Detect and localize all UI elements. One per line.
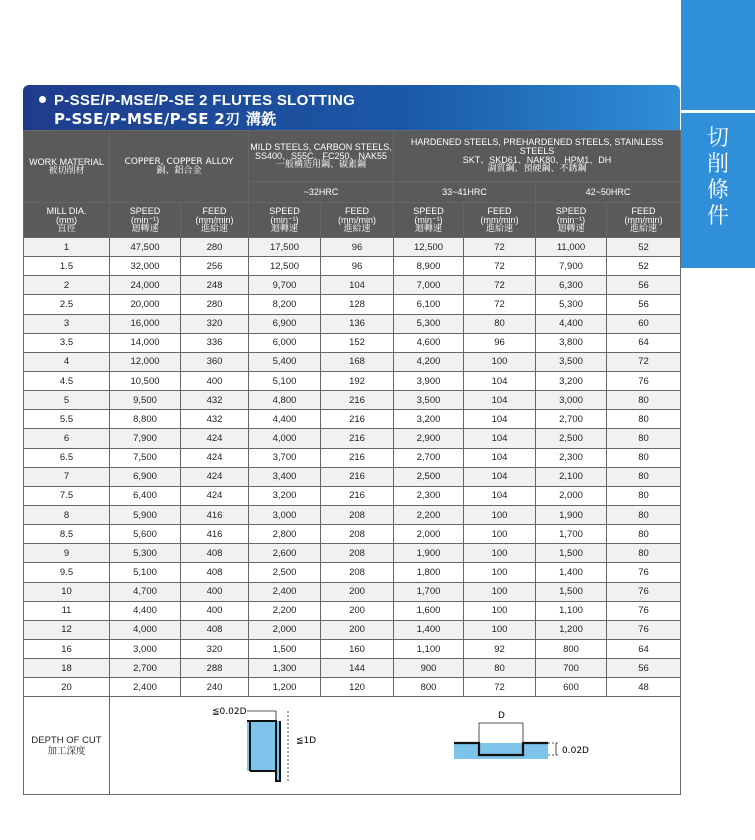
copper-feed-cell: 400 bbox=[181, 601, 249, 620]
mild-speed-cell: 1,300 bbox=[249, 659, 321, 678]
mill-dia-cell: 8 bbox=[24, 505, 110, 524]
hrc41-feed-cell: 96 bbox=[464, 333, 536, 352]
copper-feed-cell: 280 bbox=[181, 295, 249, 314]
copper-feed-cell: 360 bbox=[181, 352, 249, 371]
table-row bbox=[24, 295, 681, 314]
copper-speed-cell: 14,000 bbox=[110, 333, 181, 352]
mild-feed-cell: 208 bbox=[321, 505, 394, 524]
hrc50-feed-cell: 72 bbox=[607, 352, 681, 371]
table-row bbox=[24, 467, 681, 486]
hrc41-speed-cell: 3,200 bbox=[394, 410, 464, 429]
table-row bbox=[24, 333, 681, 352]
copper-speed-cell: 8,800 bbox=[110, 410, 181, 429]
hrc41-feed-cell: 100 bbox=[464, 563, 536, 582]
hrc50-speed-cell: 2,100 bbox=[536, 467, 607, 486]
feed-header: FEED (mm/min) 進給速 bbox=[607, 203, 681, 238]
table-row bbox=[24, 582, 681, 601]
mild-feed-cell: 96 bbox=[321, 257, 394, 276]
table-row bbox=[24, 238, 681, 257]
copper-header: COPPER, COPPER ALLOY銅、鋁合金 bbox=[110, 131, 249, 203]
hrc41-speed-cell: 800 bbox=[394, 678, 464, 697]
hrc41-feed-cell: 100 bbox=[464, 505, 536, 524]
hrc50-feed-cell: 76 bbox=[607, 582, 681, 601]
hrc41-speed-cell: 2,700 bbox=[394, 448, 464, 467]
speed-header: SPEED (min⁻¹) 迴轉速 bbox=[394, 203, 464, 238]
mild-speed-cell: 2,000 bbox=[249, 620, 321, 639]
copper-speed-cell: 5,600 bbox=[110, 525, 181, 544]
hrc50-speed-cell: 2,300 bbox=[536, 448, 607, 467]
copper-speed-cell: 6,400 bbox=[110, 486, 181, 505]
table-row bbox=[24, 352, 681, 371]
hrc50-feed-cell: 80 bbox=[607, 448, 681, 467]
depth-diagram bbox=[110, 697, 681, 795]
hrc50-speed-cell: 2,000 bbox=[536, 486, 607, 505]
hrc41-speed-cell: 7,000 bbox=[394, 276, 464, 295]
copper-feed-cell: 320 bbox=[181, 639, 249, 658]
side-tab-label: 切削條件 bbox=[706, 126, 729, 229]
mild-feed-cell: 216 bbox=[321, 448, 394, 467]
copper-speed-cell: 4,400 bbox=[110, 601, 181, 620]
mill-dia-cell: 16 bbox=[24, 639, 110, 658]
copper-speed-cell: 4,000 bbox=[110, 620, 181, 639]
mild-speed-cell: 4,000 bbox=[249, 429, 321, 448]
hrc41-feed-cell: 72 bbox=[464, 276, 536, 295]
copper-speed-cell: 32,000 bbox=[110, 257, 181, 276]
copper-feed-cell: 424 bbox=[181, 429, 249, 448]
hrc41-feed-cell: 72 bbox=[464, 678, 536, 697]
hrc41-speed-cell: 2,900 bbox=[394, 429, 464, 448]
mill-dia-cell: 10 bbox=[24, 582, 110, 601]
hrc41-speed-cell: 6,100 bbox=[394, 295, 464, 314]
mild-feed-cell: 136 bbox=[321, 314, 394, 333]
hrc41-feed-cell: 72 bbox=[464, 257, 536, 276]
slot-fill bbox=[479, 743, 523, 759]
mill-dia-cell: 7 bbox=[24, 467, 110, 486]
copper-speed-cell: 20,000 bbox=[110, 295, 181, 314]
copper-feed-cell: 240 bbox=[181, 678, 249, 697]
mill-dia-cell: 11 bbox=[24, 601, 110, 620]
mild-speed-cell: 6,000 bbox=[249, 333, 321, 352]
mild-feed-cell: 216 bbox=[321, 486, 394, 505]
hrc50-feed-cell: 76 bbox=[607, 371, 681, 390]
copper-speed-cell: 12,000 bbox=[110, 352, 181, 371]
speed-header: SPEED (min⁻¹) 迴轉速 bbox=[249, 203, 321, 238]
mild-speed-cell: 5,100 bbox=[249, 371, 321, 390]
hrc50-feed-cell: 80 bbox=[607, 429, 681, 448]
hrc50-feed-cell: 64 bbox=[607, 639, 681, 658]
mild-feed-cell: 96 bbox=[321, 238, 394, 257]
mild-speed-cell: 5,400 bbox=[249, 352, 321, 371]
table-row bbox=[24, 448, 681, 467]
table-row bbox=[24, 410, 681, 429]
mill-dia-cell: 2 bbox=[24, 276, 110, 295]
hrc41-speed-cell: 1,800 bbox=[394, 563, 464, 582]
hrc41-feed-cell: 100 bbox=[464, 620, 536, 639]
hrc41-feed-cell: 104 bbox=[464, 429, 536, 448]
mild-speed-cell: 12,500 bbox=[249, 257, 321, 276]
hrc50-feed-cell: 80 bbox=[607, 391, 681, 410]
copper-feed-cell: 416 bbox=[181, 525, 249, 544]
hrc50-feed-cell: 80 bbox=[607, 544, 681, 563]
hrc41-speed-cell: 3,900 bbox=[394, 371, 464, 390]
depth-note-text: ≦1D bbox=[296, 736, 317, 747]
mild-speed-cell: 1,500 bbox=[249, 639, 321, 658]
side-tab-divider bbox=[681, 110, 755, 113]
table-row bbox=[24, 391, 681, 410]
hrc50-feed-cell: 56 bbox=[607, 295, 681, 314]
hrc50-speed-cell: 3,200 bbox=[536, 371, 607, 390]
mild-steel-header: MILD STEELS, CARBON STEELS, SS400、S55C、FC250、NAK55 一般構造用鋼、碳素鋼 bbox=[249, 131, 394, 182]
feed-header: FEED (mm/min) 進給速 bbox=[464, 203, 536, 238]
copper-feed-cell: 408 bbox=[181, 563, 249, 582]
hrc41-feed-cell: 104 bbox=[464, 371, 536, 390]
hrc41-feed-cell: 100 bbox=[464, 544, 536, 563]
copper-speed-cell: 47,500 bbox=[110, 238, 181, 257]
title-line-2: P-SSE/P-MSE/P-SE 2刃 溝銑 bbox=[54, 110, 277, 128]
mill-dia-cell: 9.5 bbox=[24, 563, 110, 582]
hardened-steel-header: HARDENED STEELS, PREHARDENED STEELS, STAINLESS STEELS SKT、SKD61、NAK80、HPM1、DH 調質鋼、預硬鋼、不銹鋼 bbox=[394, 131, 681, 182]
hrc41-speed-cell: 2,000 bbox=[394, 525, 464, 544]
hrc50-feed-cell: 64 bbox=[607, 333, 681, 352]
table-row bbox=[24, 620, 681, 639]
mild-feed-cell: 216 bbox=[321, 391, 394, 410]
hrc50-feed-cell: 76 bbox=[607, 563, 681, 582]
table-body bbox=[24, 238, 681, 795]
copper-feed-cell: 408 bbox=[181, 544, 249, 563]
mild-speed-cell: 9,700 bbox=[249, 276, 321, 295]
hrc50-speed-cell: 1,900 bbox=[536, 505, 607, 524]
table-row bbox=[24, 505, 681, 524]
mild-feed-cell: 192 bbox=[321, 371, 394, 390]
copper-feed-cell: 400 bbox=[181, 582, 249, 601]
mild-feed-cell: 208 bbox=[321, 563, 394, 582]
mild-feed-cell: 200 bbox=[321, 582, 394, 601]
hrc50-speed-cell: 1,500 bbox=[536, 582, 607, 601]
speed-header: SPEED (min⁻¹) 迴轉速 bbox=[110, 203, 181, 238]
hrc50-feed-cell: 80 bbox=[607, 505, 681, 524]
copper-feed-cell: 408 bbox=[181, 620, 249, 639]
hrc50-speed-cell: 3,500 bbox=[536, 352, 607, 371]
mill-dia-cell: 9 bbox=[24, 544, 110, 563]
hrc50-speed-cell: 1,700 bbox=[536, 525, 607, 544]
copper-speed-cell: 5,100 bbox=[110, 563, 181, 582]
copper-speed-cell: 5,300 bbox=[110, 544, 181, 563]
d-note-text: 0.02D bbox=[562, 746, 589, 757]
hrc50-feed-cell: 76 bbox=[607, 620, 681, 639]
table-row bbox=[24, 639, 681, 658]
mild-speed-cell: 3,700 bbox=[249, 448, 321, 467]
side-tab bbox=[681, 0, 755, 268]
hrc41-feed-cell: 104 bbox=[464, 467, 536, 486]
mild-speed-cell: 2,800 bbox=[249, 525, 321, 544]
hrc41-speed-cell: 5,300 bbox=[394, 314, 464, 333]
table-row bbox=[24, 544, 681, 563]
mild-speed-cell: 2,600 bbox=[249, 544, 321, 563]
hrc50-speed-cell: 2,500 bbox=[536, 429, 607, 448]
hrc41-speed-cell: 1,100 bbox=[394, 639, 464, 658]
mild-feed-cell: 152 bbox=[321, 333, 394, 352]
hrc50-speed-cell: 800 bbox=[536, 639, 607, 658]
mild-speed-cell: 3,400 bbox=[249, 467, 321, 486]
copper-speed-cell: 4,700 bbox=[110, 582, 181, 601]
copper-speed-cell: 2,400 bbox=[110, 678, 181, 697]
hrc41-feed-cell: 104 bbox=[464, 448, 536, 467]
hrc50-speed-cell: 5,300 bbox=[536, 295, 607, 314]
mild-feed-cell: 168 bbox=[321, 352, 394, 371]
hrc50-speed-cell: 6,300 bbox=[536, 276, 607, 295]
copper-feed-cell: 432 bbox=[181, 391, 249, 410]
section-title-bar bbox=[23, 85, 680, 130]
copper-speed-cell: 9,500 bbox=[110, 391, 181, 410]
mild-speed-cell: 3,000 bbox=[249, 505, 321, 524]
hrc50-feed-cell: 56 bbox=[607, 659, 681, 678]
mill-dia-cell: 18 bbox=[24, 659, 110, 678]
hrc41-feed-cell: 104 bbox=[464, 391, 536, 410]
hrc41-speed-cell: 3,500 bbox=[394, 391, 464, 410]
mild-feed-cell: 200 bbox=[321, 601, 394, 620]
mild-speed-cell: 3,200 bbox=[249, 486, 321, 505]
copper-feed-cell: 248 bbox=[181, 276, 249, 295]
table-row bbox=[24, 257, 681, 276]
mild-feed-cell: 216 bbox=[321, 467, 394, 486]
right-step-fill bbox=[523, 743, 548, 759]
hrc50-speed-cell: 3,800 bbox=[536, 333, 607, 352]
hrc41-speed-cell: 1,400 bbox=[394, 620, 464, 639]
left-step-fill bbox=[454, 743, 479, 759]
hrc41-speed-cell: 900 bbox=[394, 659, 464, 678]
d-label-text: D bbox=[498, 711, 505, 722]
hrc41-speed-cell: 1,900 bbox=[394, 544, 464, 563]
hrc41-speed-cell: 8,900 bbox=[394, 257, 464, 276]
mild-feed-cell: 128 bbox=[321, 295, 394, 314]
mild-speed-cell: 8,200 bbox=[249, 295, 321, 314]
mild-feed-cell: 104 bbox=[321, 276, 394, 295]
mill-dia-cell: 6.5 bbox=[24, 448, 110, 467]
hrc50-feed-cell: 48 bbox=[607, 678, 681, 697]
hrc41-speed-cell: 2,500 bbox=[394, 467, 464, 486]
copper-speed-cell: 6,900 bbox=[110, 467, 181, 486]
copper-feed-cell: 424 bbox=[181, 448, 249, 467]
bullet-icon bbox=[39, 96, 46, 103]
copper-feed-cell: 400 bbox=[181, 371, 249, 390]
hrc50-speed-cell: 3,000 bbox=[536, 391, 607, 410]
mill-dia-header: MILL DIA. (mm) 直徑 bbox=[24, 203, 110, 238]
mill-dia-cell: 4 bbox=[24, 352, 110, 371]
table-row bbox=[24, 314, 681, 333]
mild-feed-cell: 120 bbox=[321, 678, 394, 697]
mild-speed-cell: 2,200 bbox=[249, 601, 321, 620]
mild-speed-cell: 4,400 bbox=[249, 410, 321, 429]
mill-dia-cell: 1 bbox=[24, 238, 110, 257]
hrc41-feed-cell: 72 bbox=[464, 295, 536, 314]
mill-dia-cell: 5 bbox=[24, 391, 110, 410]
copper-feed-cell: 288 bbox=[181, 659, 249, 678]
mill-dia-cell: 3.5 bbox=[24, 333, 110, 352]
hrc41-speed-cell: 2,300 bbox=[394, 486, 464, 505]
mill-dia-cell: 4.5 bbox=[24, 371, 110, 390]
hrc50-speed-cell: 600 bbox=[536, 678, 607, 697]
hrc50-speed-cell: 1,200 bbox=[536, 620, 607, 639]
mild-feed-cell: 160 bbox=[321, 639, 394, 658]
table-row bbox=[24, 678, 681, 697]
hrc50-feed-cell: 52 bbox=[607, 238, 681, 257]
table-row bbox=[24, 525, 681, 544]
mill-dia-cell: 3 bbox=[24, 314, 110, 333]
copper-speed-cell: 2,700 bbox=[110, 659, 181, 678]
copper-feed-cell: 432 bbox=[181, 410, 249, 429]
hrc50-speed-cell: 2,700 bbox=[536, 410, 607, 429]
hrc41-speed-cell: 4,600 bbox=[394, 333, 464, 352]
mild-speed-cell: 2,500 bbox=[249, 563, 321, 582]
copper-feed-cell: 416 bbox=[181, 505, 249, 524]
feed-header: FEED (mm/min) 進給速 bbox=[321, 203, 394, 238]
mild-feed-cell: 200 bbox=[321, 620, 394, 639]
hrc41-feed-cell: 100 bbox=[464, 352, 536, 371]
hrc50-feed-cell: 80 bbox=[607, 467, 681, 486]
copper-feed-cell: 320 bbox=[181, 314, 249, 333]
hrc41-feed-cell: 100 bbox=[464, 582, 536, 601]
copper-speed-cell: 16,000 bbox=[110, 314, 181, 333]
mill-dia-cell: 12 bbox=[24, 620, 110, 639]
table-row bbox=[24, 429, 681, 448]
cutting-conditions-table bbox=[23, 130, 681, 795]
copper-feed-cell: 256 bbox=[181, 257, 249, 276]
hrc50-feed-cell: 80 bbox=[607, 486, 681, 505]
copper-speed-cell: 3,000 bbox=[110, 639, 181, 658]
hrc50-speed-cell: 1,100 bbox=[536, 601, 607, 620]
table-row bbox=[24, 486, 681, 505]
copper-feed-cell: 424 bbox=[181, 467, 249, 486]
mild-speed-cell: 17,500 bbox=[249, 238, 321, 257]
mill-dia-cell: 1.5 bbox=[24, 257, 110, 276]
depth-of-cut-label: DEPTH OF CUT 加工深度 bbox=[24, 697, 110, 795]
hrc50-speed-cell: 700 bbox=[536, 659, 607, 678]
copper-feed-cell: 280 bbox=[181, 238, 249, 257]
hrc50-feed-cell: 56 bbox=[607, 276, 681, 295]
speed-header: SPEED (min⁻¹) 迴轉速 bbox=[536, 203, 607, 238]
copper-feed-cell: 336 bbox=[181, 333, 249, 352]
mill-dia-cell: 8.5 bbox=[24, 525, 110, 544]
hrc50-feed-cell: 60 bbox=[607, 314, 681, 333]
mild-feed-cell: 208 bbox=[321, 544, 394, 563]
hrc41-feed-cell: 80 bbox=[464, 659, 536, 678]
hrc50-speed-cell: 4,400 bbox=[536, 314, 607, 333]
hrc50-feed-cell: 80 bbox=[607, 410, 681, 429]
copper-feed-cell: 424 bbox=[181, 486, 249, 505]
table-row bbox=[24, 276, 681, 295]
hrc41-feed-cell: 100 bbox=[464, 525, 536, 544]
hrc41-feed-cell: 92 bbox=[464, 639, 536, 658]
hrc50-speed-cell: 7,900 bbox=[536, 257, 607, 276]
copper-speed-cell: 10,500 bbox=[110, 371, 181, 390]
hrc50-speed-cell: 1,500 bbox=[536, 544, 607, 563]
depth-row bbox=[24, 697, 681, 795]
hrc41-speed-cell: 4,200 bbox=[394, 352, 464, 371]
hrc41-speed-cell: 2,200 bbox=[394, 505, 464, 524]
mill-dia-cell: 6 bbox=[24, 429, 110, 448]
depth-diagram-svg bbox=[110, 697, 681, 794]
hrc41-speed-cell: 1,700 bbox=[394, 582, 464, 601]
copper-speed-cell: 7,500 bbox=[110, 448, 181, 467]
table-row bbox=[24, 601, 681, 620]
hrc-32-header: ~32HRC bbox=[249, 182, 394, 203]
hrc41-speed-cell: 1,600 bbox=[394, 601, 464, 620]
mill-dia-cell: 20 bbox=[24, 678, 110, 697]
mild-speed-cell: 4,800 bbox=[249, 391, 321, 410]
copper-speed-cell: 7,900 bbox=[110, 429, 181, 448]
title-line-1: P-SSE/P-MSE/P-SE 2 FLUTES SLOTTING bbox=[39, 92, 355, 109]
width-note-text: ≦0.02D bbox=[212, 707, 247, 718]
feed-header: FEED (mm/min) 進給速 bbox=[181, 203, 249, 238]
hrc41-feed-cell: 104 bbox=[464, 486, 536, 505]
mill-dia-cell: 7.5 bbox=[24, 486, 110, 505]
hrc-42-50-header: 42~50HRC bbox=[536, 182, 681, 203]
hrc50-feed-cell: 80 bbox=[607, 525, 681, 544]
hrc41-speed-cell: 12,500 bbox=[394, 238, 464, 257]
mild-feed-cell: 208 bbox=[321, 525, 394, 544]
mill-dia-cell: 2.5 bbox=[24, 295, 110, 314]
table-row bbox=[24, 371, 681, 390]
hrc41-feed-cell: 80 bbox=[464, 314, 536, 333]
mild-feed-cell: 144 bbox=[321, 659, 394, 678]
hrc41-feed-cell: 72 bbox=[464, 238, 536, 257]
hrc50-feed-cell: 76 bbox=[607, 601, 681, 620]
hrc50-feed-cell: 52 bbox=[607, 257, 681, 276]
hrc-33-41-header: 33~41HRC bbox=[394, 182, 536, 203]
table-row bbox=[24, 563, 681, 582]
mild-speed-cell: 2,400 bbox=[249, 582, 321, 601]
mild-feed-cell: 216 bbox=[321, 410, 394, 429]
mild-speed-cell: 6,900 bbox=[249, 314, 321, 333]
table-row bbox=[24, 659, 681, 678]
hrc41-feed-cell: 100 bbox=[464, 601, 536, 620]
hrc50-speed-cell: 1,400 bbox=[536, 563, 607, 582]
copper-speed-cell: 24,000 bbox=[110, 276, 181, 295]
work-material-header: WORK MATERIAL 被切削材 bbox=[24, 131, 110, 203]
mill-dia-cell: 5.5 bbox=[24, 410, 110, 429]
mild-feed-cell: 216 bbox=[321, 429, 394, 448]
copper-speed-cell: 5,900 bbox=[110, 505, 181, 524]
mild-speed-cell: 1,200 bbox=[249, 678, 321, 697]
hrc41-feed-cell: 104 bbox=[464, 410, 536, 429]
hrc50-speed-cell: 11,000 bbox=[536, 238, 607, 257]
